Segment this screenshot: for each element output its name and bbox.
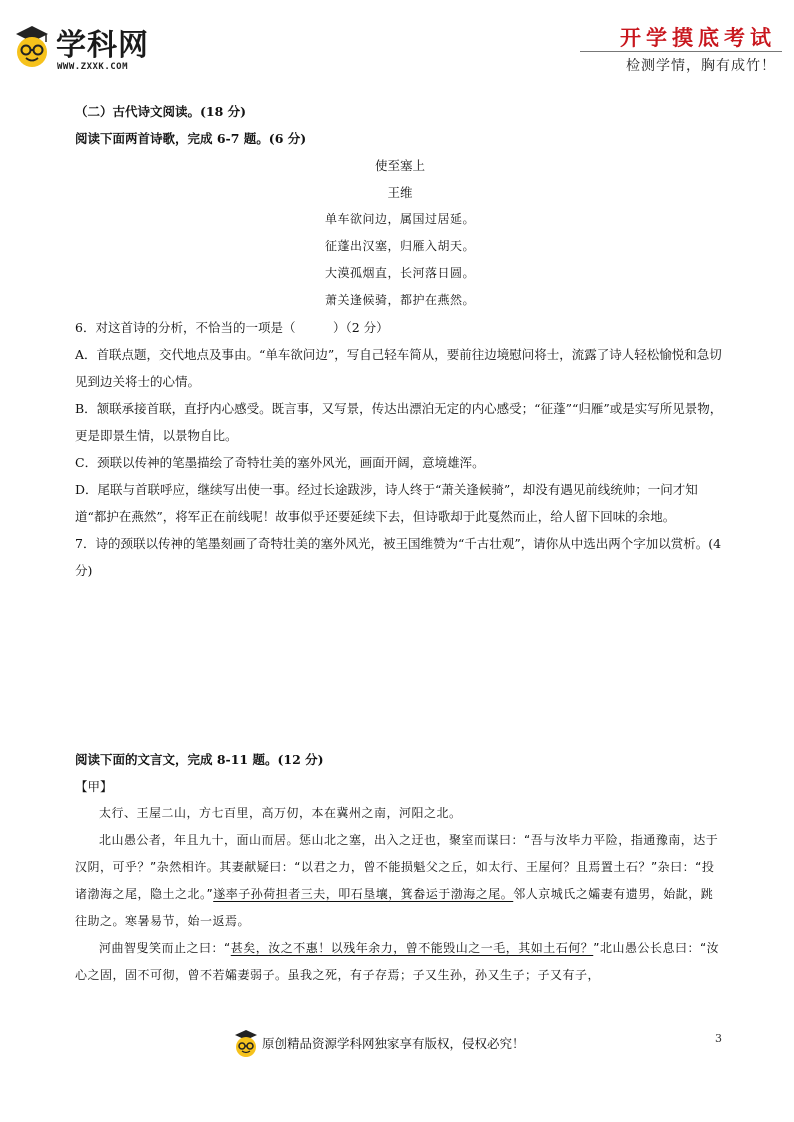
passage-text: 河曲智叟笑而止之曰：“ [99, 941, 231, 955]
header-divider [580, 51, 782, 52]
logo-text: 学科网 [56, 28, 149, 63]
poem-instruction: 阅读下面两首诗歌，完成 6-7 题。(6 分) [75, 131, 307, 146]
underlined-sentence: 甚矣，汝之不惠！以残年余力，曾不能毁山之一毛，其如土石何？ [230, 941, 594, 955]
passage-text: 邻人京城氏之孀妻有遗男，始龀，跳往助之。寒暑易节，始一返焉。 [75, 887, 714, 928]
poem-line: 大漠孤烟直，长河落日圆。 [324, 266, 475, 280]
logo-mascot-icon [12, 24, 52, 68]
answer-space [75, 584, 725, 746]
page-header [0, 0, 794, 90]
poem-title: 使至塞上 [374, 158, 425, 173]
question-6-option-b: B．颔联承接首联，直抒内心感受。既言事，又写景，传达出漂泊无定的内心感受；“征蓬”“归雁”或是实写所见景物，更是即景生情，以景物自比。 [75, 401, 723, 443]
question-7-stem: 7．诗的颈联以传神的笔墨刻画了奇特壮美的塞外风光，被王国维赞为“千古壮观”，请你从中选出两个字加以赏析。(4 分) [75, 536, 722, 578]
footer-mascot-icon [232, 1028, 260, 1058]
passage-label: 【甲】 [75, 779, 113, 794]
header-slogan: 检测学情，胸有成竹！ [626, 58, 776, 74]
copyright-notice: 原创精品资源学科网独家享有版权，侵权必究！ [262, 1036, 525, 1051]
question-6-stem: 6．对这首诗的分析，不恰当的一项是（ ）（2 分） [75, 320, 389, 335]
passage-paragraph [75, 935, 725, 989]
page-content [75, 98, 725, 989]
logo-url: WWW.ZXXK.COM [57, 62, 129, 72]
poem-line: 萧关逢候骑，都护在燕然。 [324, 293, 475, 307]
passage-paragraph [75, 827, 725, 935]
underlined-sentence: 遂率子孙荷担者三夫，叩石垦壤，箕畚运于渤海之尾。 [213, 887, 514, 901]
question-6-option-d: D．尾联与首联呼应，继续写出使一事。经过长途跋涉，诗人终于“萧关逢候骑”，却没有遇见前线统帅；一问才知道“都护在燕然”，将军正在前线呢！故事似乎还要延续下去，但诗歌却于此戛然而止，给人留下回味的余地。 [75, 482, 698, 524]
page-footer [232, 1028, 525, 1058]
poem-line: 单车欲问边，属国过居延。 [324, 212, 475, 226]
passage-text: 北山愚公者，年且九十，面山而居。惩山北之塞，出入之迂也，聚室而谋曰：“吾与汝毕力平险，指通豫南，达于汉阴，可乎？”杂然相许。其妻献疑曰：“以君之力，曾不能损魁父之丘，如太行、王屋何？且焉置土石？”杂曰：“投诸渤海之尾，隐土之北。” [75, 833, 719, 901]
section-heading: （二）古代诗文阅读。(18 分) [75, 104, 247, 119]
page-number: 3 [715, 1032, 722, 1045]
question-6-option-c: C．颈联以传神的笔墨描绘了奇特壮美的塞外风光，画面开阔，意境雄浑。 [75, 455, 485, 470]
passage-paragraph: 太行、王屋二山，方七百里，高万仞，本在冀州之南，河阳之北。 [99, 806, 462, 820]
question-6-option-a: A．首联点题，交代地点及事由。“单车欲问边”，写自己轻车简从，要前往边境慰问将士，流露了诗人轻松愉悦和急切见到边关将士的心情。 [75, 347, 722, 389]
poem-author: 王维 [387, 185, 413, 200]
passage-text: ”北山愚公长息曰：“汝心之固，固不可彻，曾不若孀妻弱子。虽我之死，有子存焉；子又生孙，孙又生子；子又有子， [75, 941, 720, 982]
poem-line: 征蓬出汉塞，归雁入胡天。 [324, 239, 475, 253]
classical-instruction: 阅读下面的文言文，完成 8-11 题。(12 分) [75, 752, 324, 767]
header-title: 开学摸底考试 [620, 25, 776, 50]
